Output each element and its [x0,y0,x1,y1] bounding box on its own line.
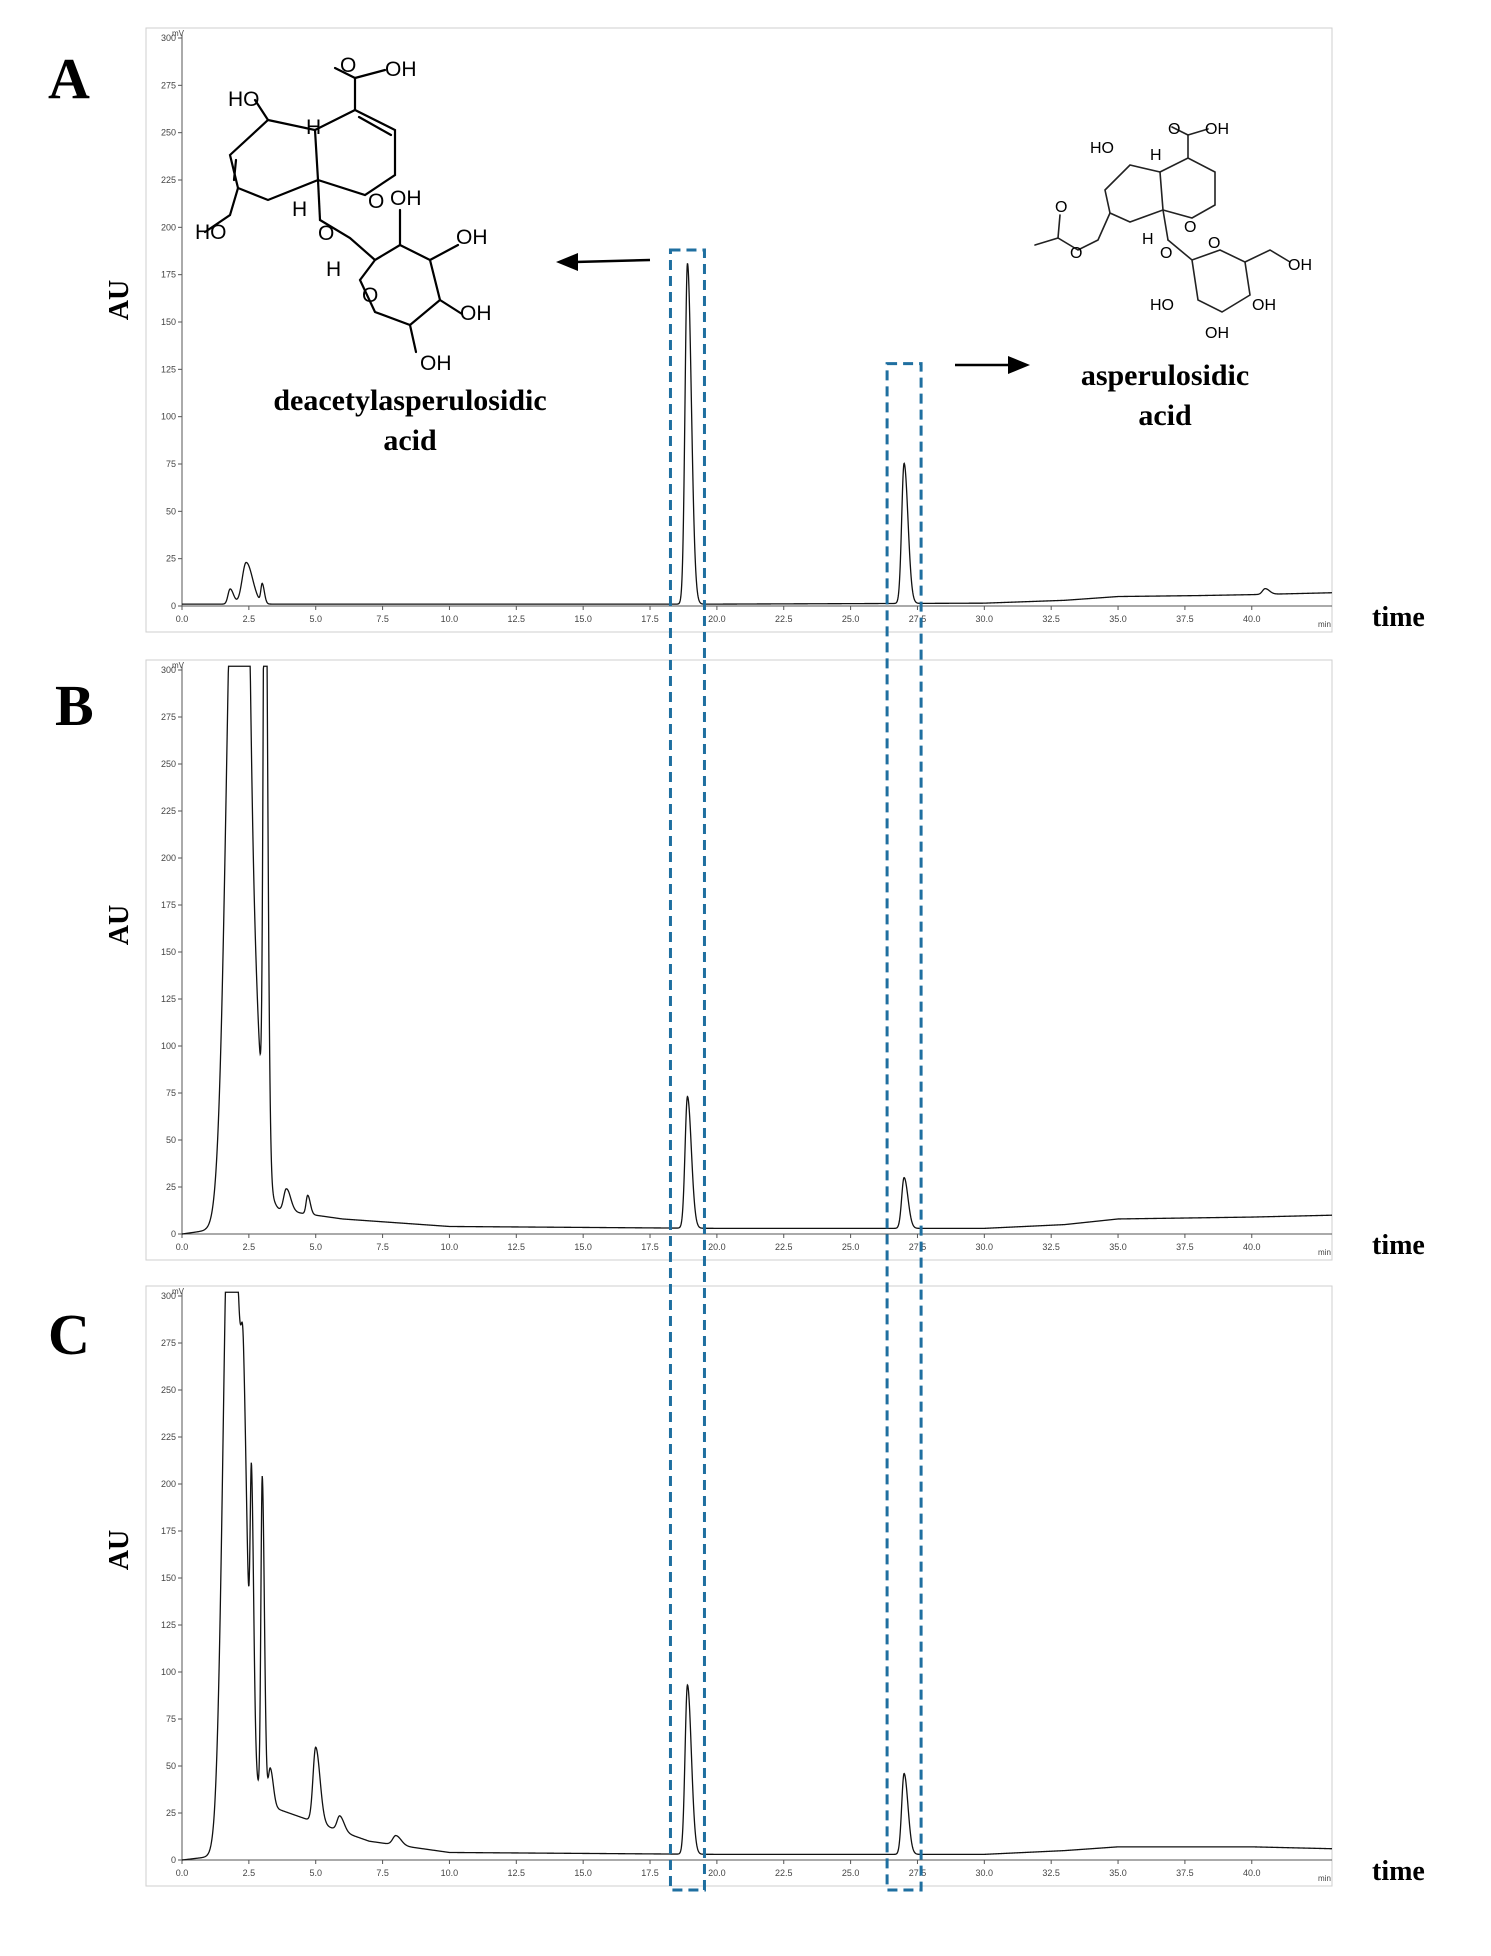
x-tick-label: 32.5 [1042,1242,1060,1252]
y-tick-label: 275 [160,80,176,91]
x-tick-label: 0.0 [175,1242,189,1252]
atom-h-sugar: H [326,258,342,281]
y-tick-label: 75 [165,1088,176,1098]
y-tick-label: 175 [160,1526,176,1536]
y-tick-label: 175 [160,900,176,910]
x-tick-label: 17.5 [641,614,659,624]
y-tick-label: 150 [160,947,176,957]
x-tick-label: 12.5 [507,614,526,624]
y-tick-label: 200 [160,222,176,233]
x-tick-label: 10.0 [440,614,459,624]
atom-b-oh-right: OH [1252,297,1276,314]
x-tick-label: 25.0 [841,614,860,624]
x-tick-label: 5.0 [309,614,322,624]
atom-cooh-o: O [340,54,357,77]
y-tick-label: 250 [160,759,176,769]
y-tick-label: 75 [165,1714,176,1724]
atom-h-ring1: H [306,116,322,139]
y-tick-label: 0 [170,1855,176,1865]
x-tick-label: 35.0 [1109,1242,1127,1252]
x-tick-label: 10.0 [440,1868,459,1878]
atom-ho-ring: HO [228,88,260,111]
x-tick-label: 27.5 [908,614,927,624]
y-tick-label: 125 [160,1620,176,1630]
y-tick-label: 250 [160,127,176,138]
compound-label-2-line1: asperulosidic [1080,359,1250,392]
y-tick-label: 50 [165,1135,176,1145]
x-tick-label: 0.0 [175,1868,189,1878]
y-tick-label: 25 [165,1182,176,1192]
x-tick-label: 20.0 [708,1868,726,1878]
y-tick-label: 75 [165,459,176,469]
x-tick-label: 37.5 [1176,1242,1194,1252]
x-tick-label: 17.5 [641,1868,659,1878]
atom-b-oh-ch2: OH [1288,257,1312,274]
x-tick-label: 20.0 [708,1242,726,1252]
atom-b-o-ring: O [1184,219,1197,236]
x-axis-label-b: time [1372,1230,1425,1261]
atom-oh-bottom: OH [420,352,452,375]
atom-b-o-link: O [1160,245,1173,262]
y-axis-label-b: AU [104,904,135,946]
plot-frame-b [146,660,1332,1260]
y-unit-a: mV [172,29,184,38]
atom-oh-sugar-right: OH [456,226,488,249]
x-tick-label: 15.0 [574,614,592,624]
atom-b-oh-carb: OH [1205,121,1229,138]
x-tick-label: 12.5 [507,1868,526,1878]
y-tick-label: 50 [165,506,176,517]
y-tick-label: 100 [160,1041,176,1051]
atom-o-link: O [318,222,335,245]
atom-b-ho-left: HO [1150,297,1174,314]
atom-b-o-ac: O [1055,199,1068,216]
y-tick-label: 225 [160,175,176,185]
atom-b-h1: H [1150,147,1162,164]
y-tick-label: 150 [160,317,176,327]
y-tick-label: 250 [160,1385,176,1395]
x-tick-label: 10.0 [440,1242,459,1252]
atom-b-o-ester: O [1070,245,1083,262]
x-tick-label: 0.0 [175,614,189,624]
y-tick-label: 125 [160,994,176,1004]
atom-h-ring2: H [292,198,308,221]
x-tick-label: 30.0 [975,1868,994,1878]
y-tick-label: 175 [160,269,176,280]
x-tick-label: 40.0 [1243,614,1261,624]
x-axis-label-c: time [1372,1856,1425,1887]
x-tick-label: 25.0 [841,1242,860,1252]
panel-label-a: A [48,46,90,111]
x-tick-label: 40.0 [1243,1242,1261,1252]
y-tick-label: 200 [160,1479,176,1489]
x-tick-label: 27.5 [908,1242,927,1252]
x-tick-label: 2.5 [242,1242,256,1252]
x-tick-label: 37.5 [1176,1868,1194,1878]
x-tick-label: 2.5 [242,1868,256,1878]
x-tick-label: 27.5 [908,1868,927,1878]
atom-cooh-oh: OH [385,58,417,81]
y-tick-label: 300 [160,33,176,43]
y-tick-label: 275 [160,1338,176,1348]
panel-label-b: B [55,673,94,738]
x-tick-label: 22.5 [774,614,793,624]
atom-oh-sugar-low: OH [460,302,492,325]
chromatogram-panel-c [48,1286,1425,1887]
y-axis-label-c: AU [104,1529,135,1571]
y-axis-label-a: AU [104,279,135,321]
y-tick-label: 300 [160,665,176,675]
y-tick-label: 0 [170,601,176,611]
atom-b-ho: HO [1090,140,1114,157]
y-unit-b: mV [172,661,184,670]
plot-frame-c [146,1286,1332,1886]
atom-b-o-carb: O [1168,121,1181,138]
x-tick-label: 17.5 [641,1242,659,1252]
y-tick-label: 225 [160,806,176,816]
x-unit-c: min [1318,1874,1331,1883]
x-unit-b: min [1318,1248,1331,1257]
x-tick-label: 12.5 [507,1242,526,1252]
y-tick-label: 50 [165,1761,176,1771]
x-tick-label: 40.0 [1243,1868,1261,1878]
y-tick-label: 100 [160,411,176,422]
x-tick-label: 20.0 [708,614,726,624]
x-tick-label: 5.0 [309,1242,322,1252]
y-tick-label: 0 [170,1229,176,1239]
x-tick-label: 30.0 [975,1242,994,1252]
x-tick-label: 22.5 [774,1868,793,1878]
panel-label-c: C [48,1302,90,1367]
x-tick-label: 7.5 [376,614,389,624]
x-tick-label: 32.5 [1042,1868,1060,1878]
atom-ho-ch2: HO [195,221,227,244]
compound-label-1-line2: acid [383,424,437,457]
y-tick-label: 150 [160,1573,176,1583]
x-tick-label: 7.5 [376,1868,389,1878]
atom-b-o-sugar: O [1208,235,1221,252]
x-tick-label: 32.5 [1042,614,1060,624]
x-unit-a: min [1318,620,1331,629]
x-tick-label: 15.0 [574,1242,592,1252]
y-tick-label: 25 [165,553,176,564]
atom-b-oh-bottom: OH [1205,325,1229,342]
y-tick-label: 100 [160,1667,176,1677]
atom-o-sugar: O [362,284,379,307]
compound-label-1-line1: deacetylasperulosidic [273,384,547,417]
x-tick-label: 15.0 [574,1868,592,1878]
y-tick-label: 200 [160,853,176,863]
chromatogram-panel-a [48,28,1425,633]
x-tick-label: 22.5 [774,1242,793,1252]
compound-label-2-line2: acid [1138,399,1192,432]
y-tick-label: 275 [160,712,176,722]
plot-frame-a [146,28,1332,632]
y-tick-label: 300 [160,1291,176,1301]
atom-oh-sugar-top: OH [390,187,422,210]
atom-o-ring: O [368,190,385,213]
y-tick-label: 125 [160,364,176,375]
y-tick-label: 25 [165,1808,176,1818]
x-tick-label: 35.0 [1109,1868,1127,1878]
x-tick-label: 25.0 [841,1868,860,1878]
x-tick-label: 35.0 [1109,614,1127,624]
x-tick-label: 2.5 [242,614,256,624]
x-tick-label: 30.0 [975,614,994,624]
x-axis-label-a: time [1372,602,1425,633]
x-tick-label: 37.5 [1176,614,1194,624]
atom-b-h2: H [1142,231,1154,248]
y-tick-label: 225 [160,1432,176,1442]
x-tick-label: 7.5 [376,1242,389,1252]
chromatogram-panel-b [55,660,1425,1261]
y-unit-c: mV [172,1287,184,1296]
x-tick-label: 5.0 [309,1868,322,1878]
